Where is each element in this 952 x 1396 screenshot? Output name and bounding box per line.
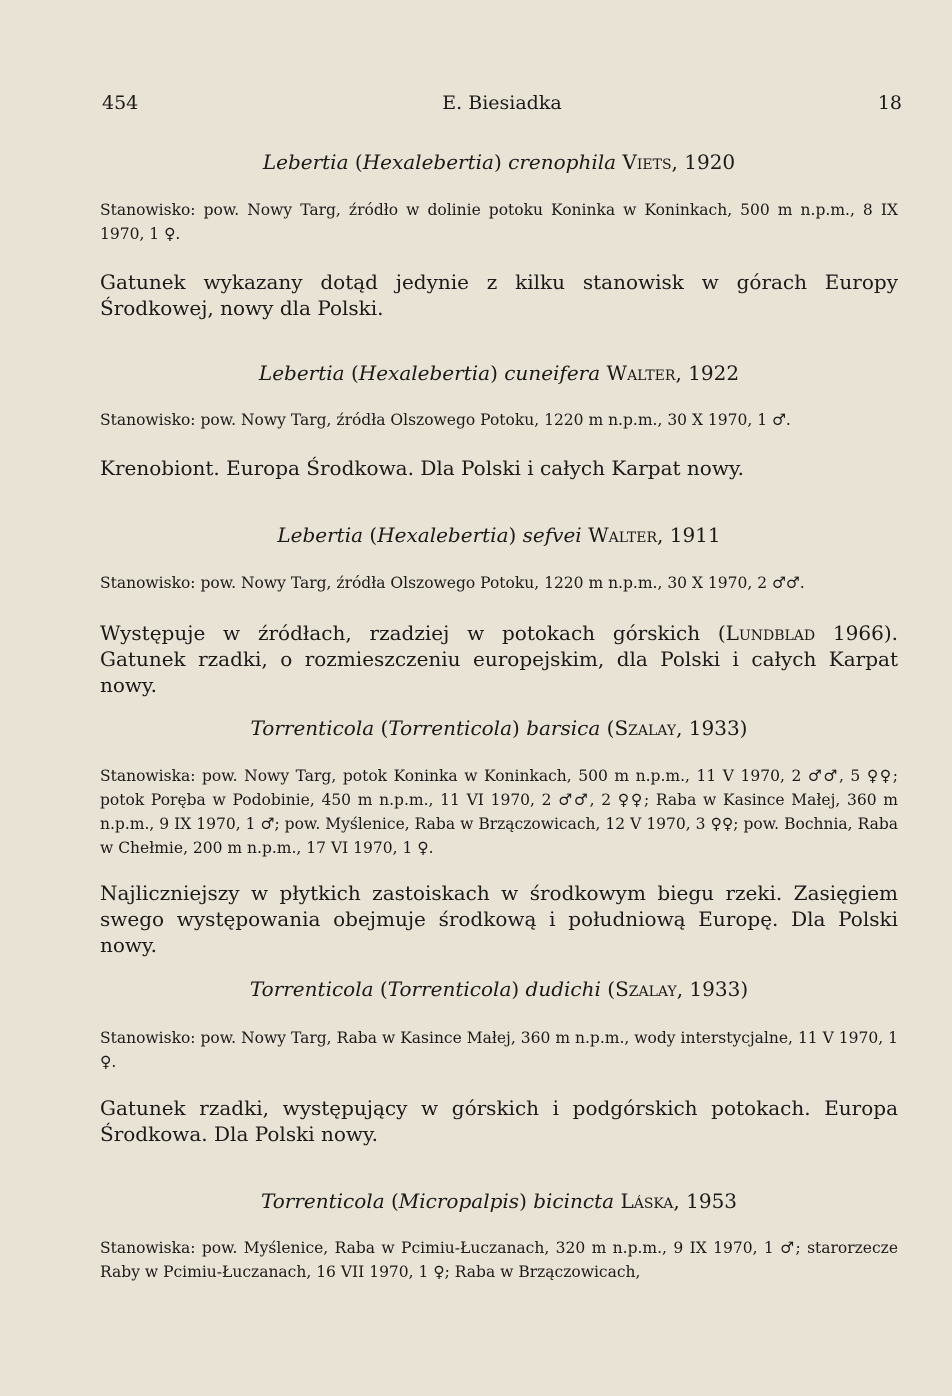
locality-record-block	[100, 1236, 898, 1284]
locality-record: Stanowisko: pow. Nowy Targ, źródła Olszowego Potoku, 1220 m n.p.m., 30 X 1970, 2 ♂♂.	[100, 574, 805, 592]
locality-record: Stanowiska: pow. Myślenice, Raba w Pcimiu-Łuczanach, 320 m n.p.m., 9 IX 1970, 1 ♂; starorzecze Raby w Pcimiu-Łuczanach, 16 VII 1970, 1 ♀; Raba w Brzączowicach,	[100, 1239, 898, 1281]
species-entry	[100, 716, 898, 740]
species-name: barsica	[526, 716, 601, 740]
species-remark: Gatunek rzadki, występujący w górskich i podgórskich potokach. Europa Środkowa. Dla Polski nowy.	[100, 1096, 898, 1146]
species-year: , 1953	[673, 1189, 738, 1213]
species-year: , 1933)	[676, 716, 748, 740]
locality-record-block	[100, 1026, 898, 1074]
locality-record-block	[100, 764, 898, 860]
genus-name: Torrenticola	[260, 1189, 385, 1213]
species-year: , 1911	[657, 523, 721, 547]
species-author: Walter	[606, 361, 676, 385]
page-number: 454	[102, 92, 139, 114]
genus-name: Lebertia	[258, 361, 345, 385]
genus-name: Lebertia	[262, 150, 349, 174]
species-entry	[100, 977, 898, 1001]
species-name: crenophila	[508, 150, 617, 174]
author-bracket: (	[600, 977, 616, 1001]
species-author: Viets	[622, 150, 672, 174]
cited-author: Lundblad	[725, 621, 816, 645]
species-name: dudichi	[525, 977, 601, 1001]
locality-record-block	[100, 408, 898, 432]
subgenus-name: Torrenticola	[388, 716, 513, 740]
species-title: Torrenticola (Micropalpis) bicincta Láska, 1953	[260, 1189, 738, 1213]
running-author: E. Biesiadka	[442, 92, 562, 114]
species-name: sefvei	[522, 523, 582, 547]
species-author: Láska	[620, 1189, 674, 1213]
remark-block	[100, 880, 898, 958]
subgenus-name: Hexalebertia	[362, 150, 494, 174]
species-entry	[100, 150, 898, 174]
subgenus-name: Torrenticola	[387, 977, 512, 1001]
species-author: Szalay	[614, 716, 677, 740]
author-bracket: (	[600, 716, 615, 740]
locality-record: Stanowisko: pow. Nowy Targ, źródło w dolinie potoku Koninka w Koninkach, 500 m n.p.m., 8 IX 1970, 1 ♀.	[100, 201, 898, 243]
species-entry	[100, 523, 898, 547]
subgenus-name: Hexalebertia	[377, 523, 509, 547]
genus-name: Lebertia	[277, 523, 364, 547]
species-title: Torrenticola (Torrenticola) barsica (Szalay, 1933)	[250, 716, 748, 740]
section-number: 18	[877, 92, 902, 114]
species-title: Torrenticola (Torrenticola) dudichi (Szalay, 1933)	[249, 977, 749, 1001]
locality-record: Stanowisko: pow. Nowy Targ, Raba w Kasince Małej, 360 m n.p.m., wody interstycjalne, 11 V 1970, 1 ♀.	[100, 1029, 898, 1071]
species-title: Lebertia (Hexalebertia) cuneifera Walter, 1922	[258, 361, 740, 385]
subgenus-name: Micropalpis	[398, 1189, 520, 1213]
locality-record-block	[100, 571, 898, 595]
species-remark: Występuje w źródłach, rzadziej w potokach górskich (Lundblad 1966). Gatunek rzadki, o rozmieszczeniu europejskim, dla Polski i całych Karpat nowy.	[100, 621, 898, 697]
species-entry	[100, 1189, 898, 1213]
species-name: bicincta	[533, 1189, 615, 1213]
locality-record: Stanowiska: pow. Nowy Targ, potok Koninka w Koninkach, 500 m n.p.m., 11 V 1970, 2 ♂♂, 5 ♀♀; potok Poręba w Podobinie, 450 m n.p.m., 11 VI 1970, 2 ♂♂, 2 ♀♀; Raba w Kasince Małej, 360 m n.p.m., 9 IX 1970, 1 ♂; pow. Myślenice, Raba w Brzączowicach, 12 V 1970, 3 ♀♀; pow. Bochnia, Raba w Chełmie, 200 m n.p.m., 17 VI 1970, 1 ♀.	[100, 767, 898, 857]
remark-block	[100, 269, 898, 321]
species-author: Szalay	[615, 977, 677, 1001]
locality-record-block	[100, 198, 898, 246]
remark-block	[100, 455, 898, 481]
species-remark: Krenobiont. Europa Środkowa. Dla Polski i całych Karpat nowy.	[100, 456, 744, 480]
species-author: Walter	[588, 523, 657, 547]
running-header	[102, 92, 902, 122]
locality-record: Stanowisko: pow. Nowy Targ, źródła Olszowego Potoku, 1220 m n.p.m., 30 X 1970, 1 ♂.	[100, 411, 791, 429]
species-remark: Najliczniejszy w płytkich zastoiskach w środkowym biegu rzeki. Zasięgiem swego występowania obejmuje środkową i południową Europę. Dla Polski nowy.	[100, 881, 898, 957]
species-year: , 1920	[671, 150, 736, 174]
species-remark: Gatunek wykazany dotąd jedynie z kilku stanowisk w górach Europy Środkowej, nowy dla Polski.	[100, 270, 898, 320]
remark-block	[100, 1095, 898, 1147]
species-entry	[100, 361, 898, 385]
subgenus-name: Hexalebertia	[358, 361, 491, 385]
species-year: , 1922	[675, 361, 740, 385]
species-title: Lebertia (Hexalebertia) sefvei Walter, 1911	[277, 523, 721, 547]
genus-name: Torrenticola	[250, 716, 375, 740]
genus-name: Torrenticola	[249, 977, 374, 1001]
species-name: cuneifera	[504, 361, 601, 385]
species-year: , 1933)	[676, 977, 749, 1001]
remark-block	[100, 620, 898, 698]
species-title: Lebertia (Hexalebertia) crenophila Viets, 1920	[262, 150, 736, 174]
